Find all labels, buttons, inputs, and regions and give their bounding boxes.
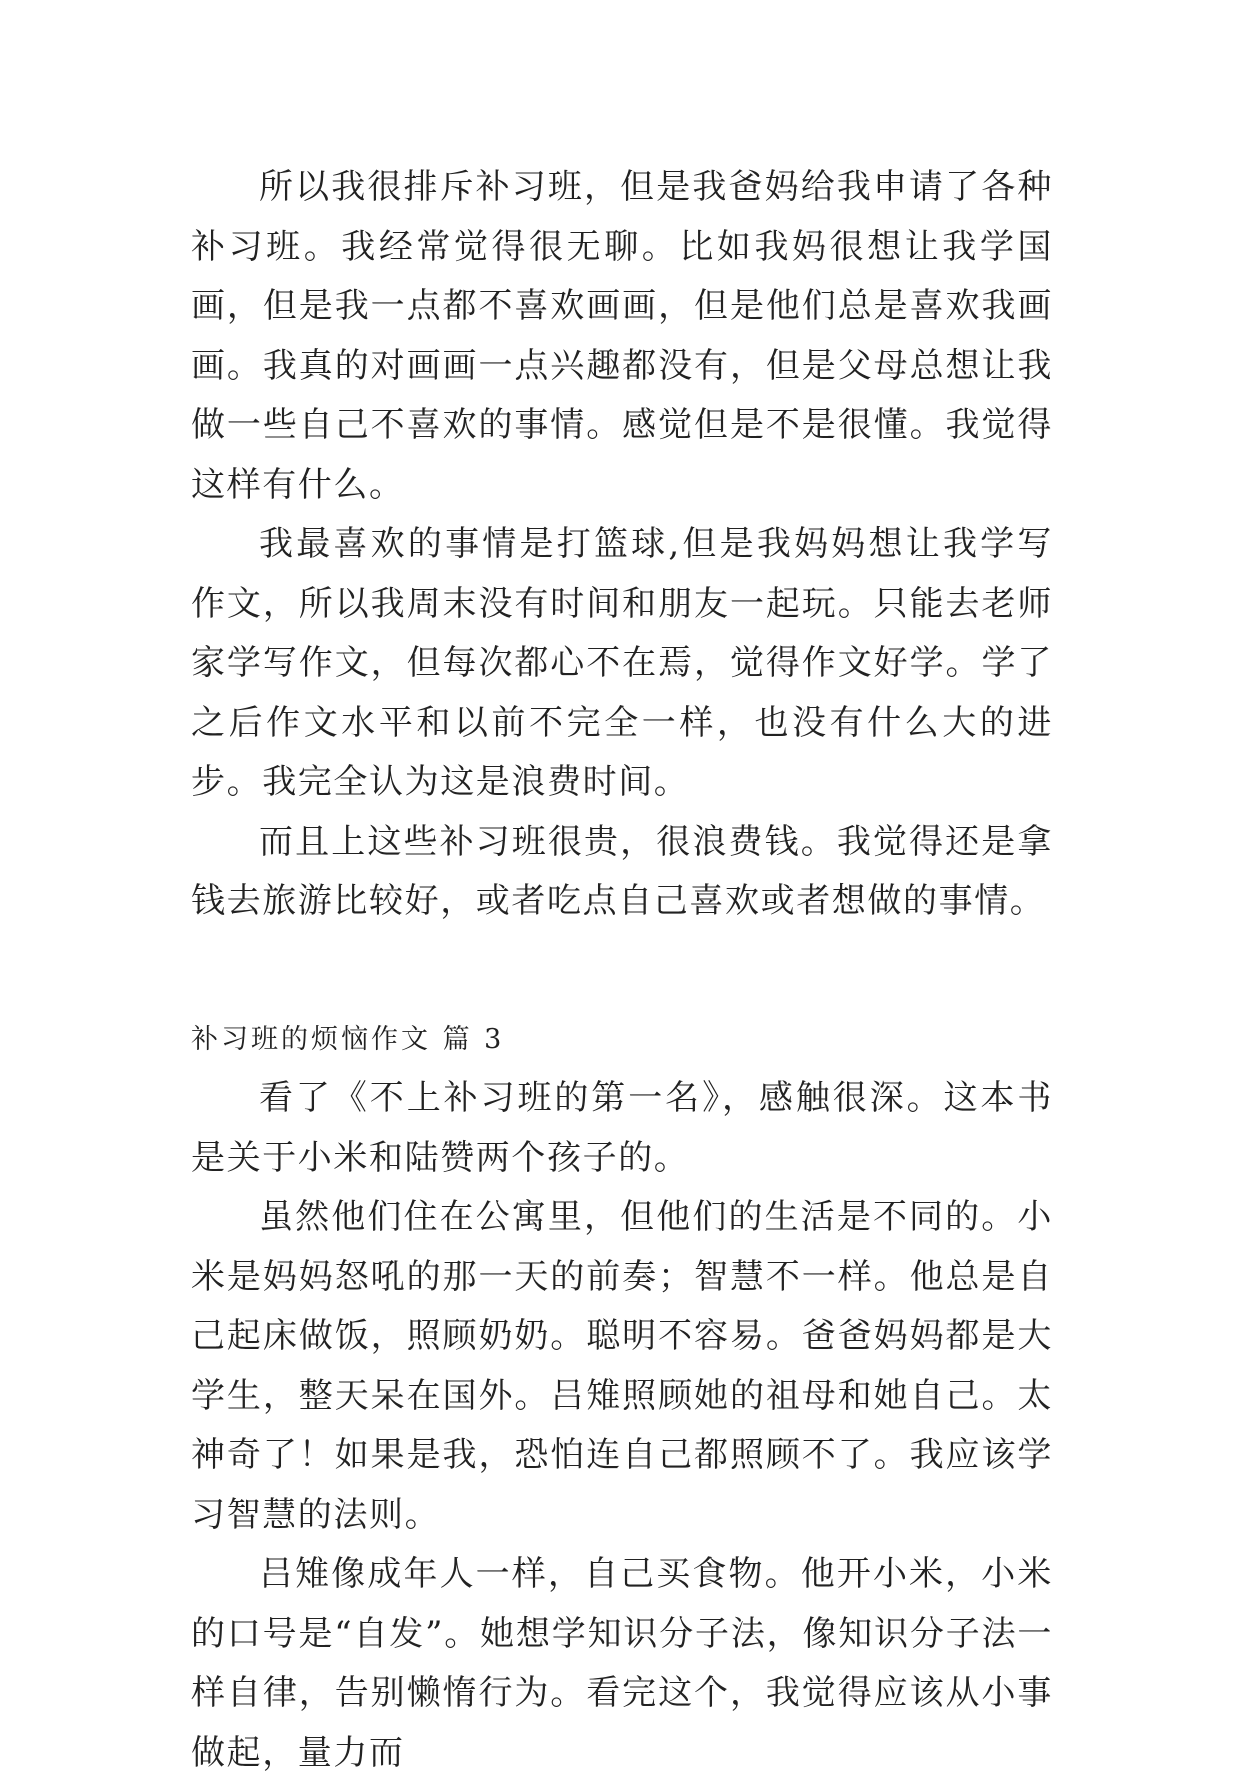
document-body bbox=[191, 158, 1053, 1783]
paragraph: 我最喜欢的事情是打篮球,但是我妈妈想让我学写作文，所以我周末没有时间和朋友一起玩。只能去老师家学写作文，但每次都心不在焉，觉得作文好学。学了之后作文水平和以前不完全一样，也没有什么大的进步。我完全认为这是浪费时间。 bbox=[191, 524, 1053, 802]
paragraph: 吕雉像成年人一样，自己买食物。他开小米，小米的口号是“自发”。她想学知识分子法，像知识分子法一样自律，告别懒惰行为。看完这个，我觉得应该从小事做起，量力而 bbox=[191, 1554, 1053, 1773]
paragraph: 而且上这些补习班很贵，很浪费钱。我觉得还是拿钱去旅游比较好，或者吃点自己喜欢或者想做的事情。 bbox=[191, 821, 1053, 921]
paragraph: 看了《不上补习班的第一名》，感触很深。这本书是关于小米和陆赞两个孩子的。 bbox=[191, 1078, 1053, 1178]
paragraph: 所以我很排斥补习班，但是我爸妈给我申请了各种补习班。我经常觉得很无聊。比如我妈很想让我学国画，但是我一点都不喜欢画画，但是他们总是喜欢我画画。我真的对画画一点兴趣都没有，但是父母总想让我做一些自己不喜欢的事情。感觉但是不是很懂。我觉得这样有什么。 bbox=[191, 167, 1053, 505]
paragraph: 虽然他们住在公寓里，但他们的生活是不同的。小米是妈妈怒吼的那一天的前奏；智慧不一样。他总是自己起床做饭，照顾奶奶。聪明不容易。爸爸妈妈都是大学生，整天呆在国外。吕雉照顾她的祖母和她自己。太神奇了！如果是我，恐怕连自己都照顾不了。我应该学习智慧的法则。 bbox=[191, 1197, 1053, 1535]
section-heading: 补习班的烦恼作文 篇 3 bbox=[191, 1023, 505, 1055]
